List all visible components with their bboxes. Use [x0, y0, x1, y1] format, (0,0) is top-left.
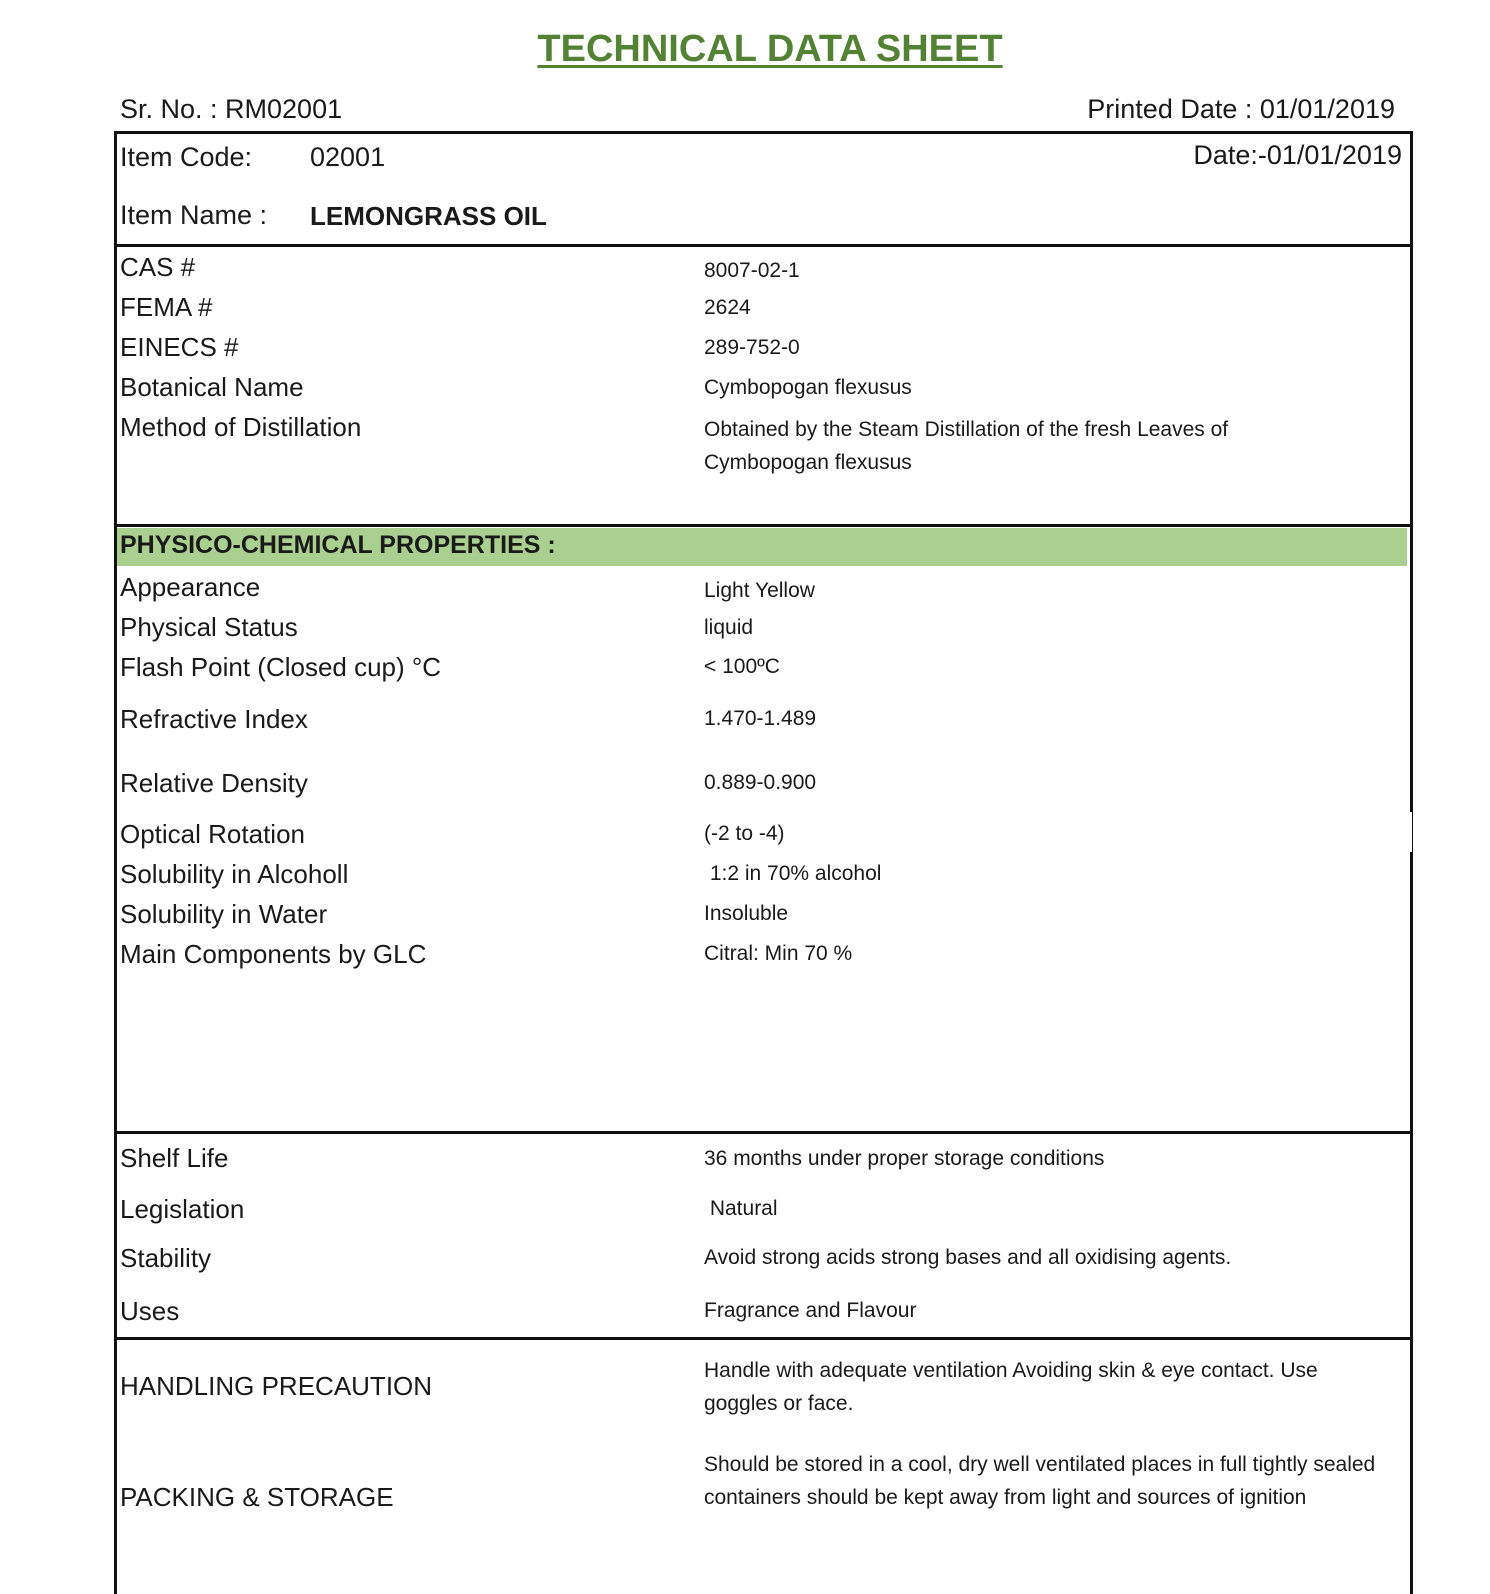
refractive-index-label: Refractive Index — [120, 704, 308, 734]
cas-value: 8007-02-1 — [704, 259, 800, 282]
distillation-method-value: Obtained by the Steam Distillation of the fresh Leaves of Cymbopogan flexusus — [704, 418, 1229, 474]
main-components-value: Citral: Min 70 % — [704, 942, 853, 965]
cas-label: CAS # — [120, 252, 196, 282]
optical-rotation-value: (-2 to -4) — [704, 822, 785, 845]
flash-point-label: Flash Point (Closed cup) °C — [120, 652, 442, 682]
appearance-value: Light Yellow — [704, 579, 815, 602]
einecs-value: 289-752-0 — [704, 336, 800, 359]
solubility-alcohol-label: Solubility in Alcoholl — [120, 859, 349, 889]
solubility-water-label: Solubility in Water — [120, 899, 328, 929]
serial-number: Sr. No. : RM02001 — [120, 94, 343, 124]
handling-precaution-value: Handle with adequate ventilation Avoiding skin & eye contact. Use goggles or face. — [704, 1359, 1318, 1415]
item-date: Date:-01/01/2019 — [1193, 140, 1402, 170]
shelf-life-value: 36 months under proper storage conditions — [704, 1147, 1105, 1170]
uses-value: Fragrance and Flavour — [704, 1299, 917, 1322]
properties-heading-band — [117, 528, 1407, 566]
appearance-label: Appearance — [120, 572, 261, 602]
border-gap — [1406, 812, 1412, 852]
fema-value: 2624 — [704, 296, 751, 319]
legislation-label: Legislation — [120, 1194, 245, 1224]
divider — [114, 1131, 1413, 1134]
properties-heading: PHYSICO-CHEMICAL PROPERTIES : — [120, 531, 556, 559]
divider — [114, 1337, 1413, 1340]
handling-precaution-label: HANDLING PRECAUTION — [120, 1371, 433, 1401]
item-code-value: 02001 — [310, 142, 386, 172]
stability-label: Stability — [120, 1243, 212, 1273]
item-name-label: Item Name : — [120, 200, 268, 230]
solubility-alcohol-value: 1:2 in 70% alcohol — [704, 862, 882, 885]
stability-value: Avoid strong acids strong bases and all oxidising agents. — [704, 1246, 1232, 1269]
divider — [114, 244, 1413, 247]
item-name-value: LEMONGRASS OIL — [310, 201, 547, 231]
packing-storage-value: Should be stored in a cool, dry well ventilated places in full tightly sealed containers should be kept away from light and sources of ignition — [704, 1453, 1376, 1509]
divider — [114, 524, 1413, 527]
item-code-label: Item Code: — [120, 142, 253, 172]
packing-storage-label: PACKING & STORAGE — [120, 1482, 394, 1512]
solubility-water-value: Insoluble — [704, 902, 789, 925]
refractive-index-value: 1.470-1.489 — [704, 707, 817, 730]
physical-status-value: liquid — [704, 616, 754, 639]
main-components-label: Main Components by GLC — [120, 939, 427, 969]
optical-rotation-label: Optical Rotation — [120, 819, 305, 849]
printed-date: Printed Date : 01/01/2019 — [1087, 94, 1395, 124]
relative-density-value: 0.889-0.900 — [704, 771, 817, 794]
uses-label: Uses — [120, 1296, 180, 1326]
legislation-value: Natural — [704, 1197, 778, 1220]
fema-label: FEMA # — [120, 292, 213, 322]
botanical-name-value: Cymbopogan flexusus — [704, 376, 912, 399]
shelf-life-label: Shelf Life — [120, 1143, 229, 1173]
distillation-method-label: Method of Distillation — [120, 412, 362, 442]
flash-point-value: < 100ºC — [704, 655, 780, 678]
relative-density-label: Relative Density — [120, 768, 308, 798]
document-title: TECHNICAL DATA SHEET — [537, 28, 1003, 70]
einecs-label: EINECS # — [120, 332, 239, 362]
physical-status-label: Physical Status — [120, 612, 298, 642]
botanical-name-label: Botanical Name — [120, 372, 304, 402]
